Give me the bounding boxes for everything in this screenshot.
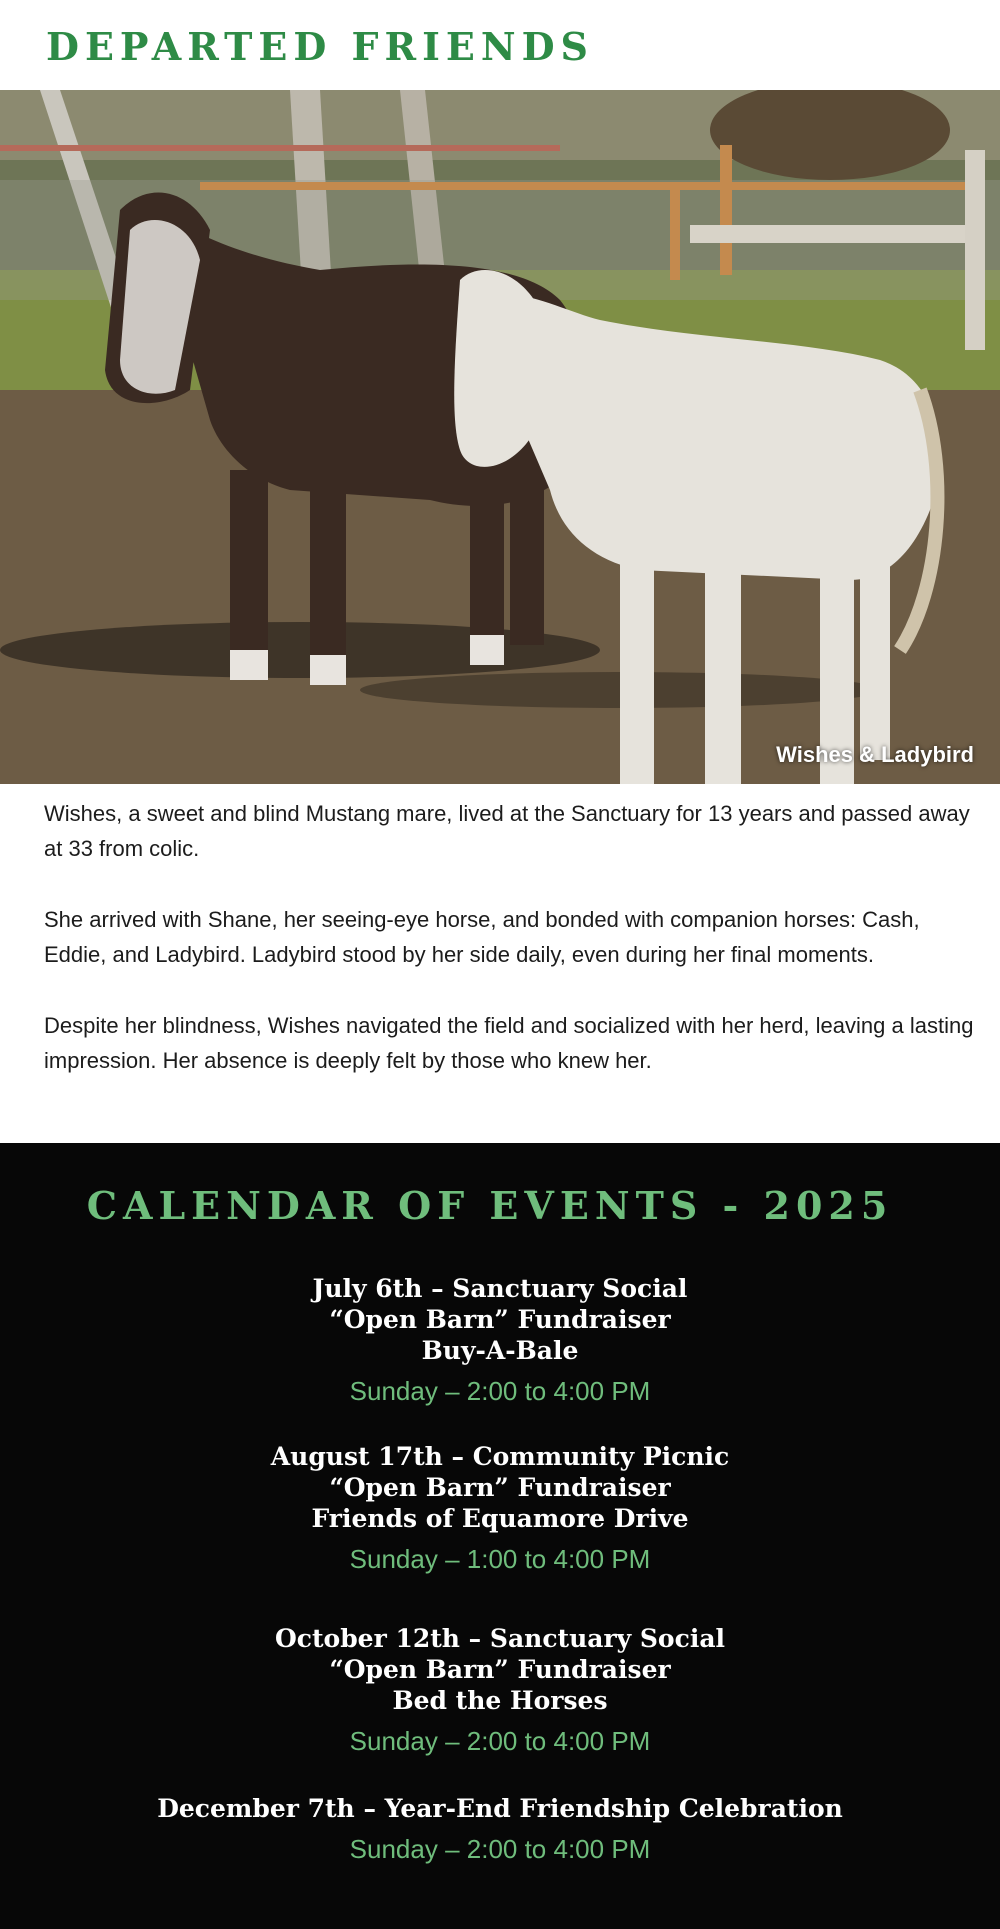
event-line: August 17th – Community Picnic [270,1442,730,1471]
event-time: Sunday – 2:00 to 4:00 PM [349,1834,651,1864]
obituary-text [44,796,984,1114]
event-line: “Open Barn” Fundraiser [329,1305,671,1334]
event-line: December 7th – Year-End Friendship Celebration [157,1794,843,1823]
event-december [0,1793,1000,1865]
event-october [0,1623,1000,1757]
event-line: July 6th – Sanctuary Social [312,1274,688,1303]
calendar-section [0,1143,1000,1929]
event-july [0,1273,1000,1407]
event-line: “Open Barn” Fundraiser [329,1473,671,1502]
event-time: Sunday – 2:00 to 4:00 PM [349,1376,651,1406]
horses-photo [0,90,1000,784]
event-time: Sunday – 1:00 to 4:00 PM [349,1544,651,1574]
photo-caption: Wishes & Ladybird [776,742,974,767]
event-line: Bed the Horses [392,1686,608,1715]
paragraph-3: Despite her blindness, Wishes navigated the field and socialized with her herd, leaving a lasting impression. Her absence is deeply felt by those who knew her. [44,1013,974,1073]
event-line: Friends of Equamore Drive [311,1504,689,1533]
paragraph-1: Wishes, a sweet and blind Mustang mare, lived at the Sanctuary for 13 years and passed away at 33 from colic. [44,801,970,861]
departed-friends-title: DEPARTED FRIENDS [46,24,594,69]
horses-illustration [0,90,1000,784]
event-line: October 12th – Sanctuary Social [274,1624,726,1653]
event-line: Buy-A-Bale [421,1336,579,1365]
event-time: Sunday – 2:00 to 4:00 PM [349,1726,651,1756]
calendar-title: CALENDAR OF EVENTS - 2025 [86,1183,894,1228]
paragraph-2: She arrived with Shane, her seeing-eye horse, and bonded with companion horses: Cash, Eddie, and Ladybird. Ladybird stood by her side daily, even during her final moments. [44,907,920,967]
event-august [0,1441,1000,1575]
event-line: “Open Barn” Fundraiser [329,1655,671,1684]
